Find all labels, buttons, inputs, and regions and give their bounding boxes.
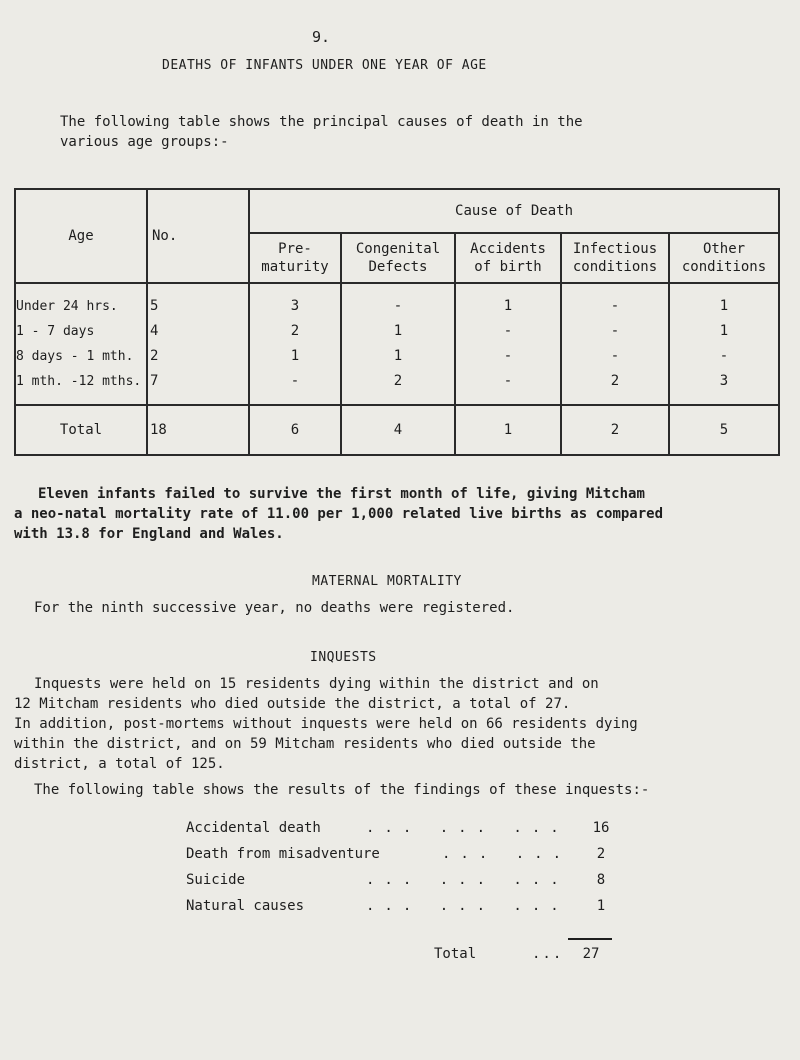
infant-deaths-table — [14, 188, 780, 456]
value-cell: 1 — [719, 323, 729, 339]
paragraph-line: a neo-natal mortality rate of 11.00 per 1,000 related live births as compared — [14, 506, 664, 522]
value-cell: - — [393, 298, 403, 314]
value-cell: - — [610, 323, 620, 339]
no-cell: 2 — [150, 348, 159, 364]
total-no: 18 — [147, 405, 249, 455]
age-cell: 1 - 7 days — [16, 324, 95, 339]
value-cell: 1 — [393, 348, 403, 364]
other-column — [669, 283, 779, 405]
total-rule-line — [568, 938, 612, 940]
header-prematurity: Pre- maturity — [249, 233, 341, 283]
paragraph-line: In addition, post-mortems without inquests were held on 66 residents dying — [14, 716, 638, 732]
value-cell: 2 — [393, 373, 403, 389]
maternal-mortality-heading: MATERNAL MORTALITY — [312, 574, 462, 589]
total-row — [15, 405, 779, 455]
value-cell: 1 — [503, 298, 513, 314]
value-cell: 1 — [393, 323, 403, 339]
no-cell: 4 — [150, 323, 159, 339]
leader-dots: ... — [532, 946, 564, 962]
age-cell: 1 mth. -12 mths. — [16, 374, 142, 389]
findings-total-value: 27 — [582, 946, 600, 962]
total-cell: 5 — [669, 405, 779, 455]
intro-paragraph — [60, 112, 583, 152]
leader-dots: ... ... ... — [366, 872, 569, 888]
paragraph-line: Eleven infants failed to survive the first month of life, giving Mitcham — [38, 486, 645, 502]
total-cell: 1 — [455, 405, 561, 455]
congenital-column — [341, 283, 455, 405]
paragraph-line: Inquests were held on 15 residents dying within the district and on — [34, 676, 599, 692]
age-cell: 8 days - 1 mth. — [16, 349, 134, 364]
value-cell: 3 — [719, 373, 729, 389]
no-cell: 5 — [150, 298, 159, 314]
inquests-heading: INQUESTS — [310, 650, 377, 665]
header-no: No. — [147, 189, 249, 283]
header-other-conditions: Other conditions — [669, 233, 779, 283]
no-column — [147, 283, 249, 405]
leader-dots: ... ... ... — [366, 820, 569, 836]
value-cell: - — [503, 323, 513, 339]
value-cell: - — [503, 373, 513, 389]
value-cell: - — [290, 373, 300, 389]
page-title: DEATHS OF INFANTS UNDER ONE YEAR OF AGE — [162, 58, 487, 73]
value-cell: 1 — [290, 348, 300, 364]
intro-line: The following table shows the principal causes of death in the — [60, 114, 583, 130]
finding-value: 16 — [592, 820, 610, 836]
prematurity-column — [249, 283, 341, 405]
total-cell: 6 — [249, 405, 341, 455]
no-cell: 7 — [150, 373, 159, 389]
value-cell: - — [610, 348, 620, 364]
header-age: Age — [15, 189, 147, 283]
infectious-column — [561, 283, 669, 405]
neonatal-paragraph — [14, 484, 663, 544]
leader-dots: ... ... — [442, 846, 572, 862]
value-cell: 2 — [290, 323, 300, 339]
leader-dots: ... ... ... — [366, 898, 569, 914]
finding-label: Suicide — [186, 872, 246, 888]
finding-value: 1 — [596, 898, 606, 914]
finding-label: Accidental death — [186, 820, 321, 836]
header-infectious-conditions: Infectious conditions — [561, 233, 669, 283]
maternal-mortality-text: For the ninth successive year, no deaths were registered. — [34, 600, 515, 616]
total-label: Total — [15, 405, 147, 455]
finding-label: Death from misadventure — [186, 846, 380, 862]
finding-value: 8 — [596, 872, 606, 888]
value-cell: - — [503, 348, 513, 364]
value-cell: 1 — [719, 298, 729, 314]
finding-label: Natural causes — [186, 898, 305, 914]
intro-line: various age groups:- — [60, 134, 229, 150]
paragraph-line: 12 Mitcham residents who died outside the district, a total of 27. — [14, 696, 571, 712]
inquests-paragraph — [14, 674, 638, 774]
header-congenital-defects: Congenital Defects — [341, 233, 455, 283]
total-cell: 4 — [341, 405, 455, 455]
age-column — [15, 283, 147, 405]
age-cell: Under 24 hrs. — [16, 299, 118, 314]
finding-value: 2 — [596, 846, 606, 862]
value-cell: 3 — [290, 298, 300, 314]
accidents-column — [455, 283, 561, 405]
value-cell: - — [610, 298, 620, 314]
header-accidents-of-birth: Accidents of birth — [455, 233, 561, 283]
value-cell: 2 — [610, 373, 620, 389]
value-cell: - — [719, 348, 729, 364]
table-data-block — [15, 283, 779, 405]
findings-intro: The following table shows the results of the findings of these inquests:- — [34, 782, 650, 798]
paragraph-line: within the district, and on 59 Mitcham residents who died outside the — [14, 736, 596, 752]
header-cause-of-death: Cause of Death — [249, 189, 779, 233]
findings-total-label: Total — [434, 946, 477, 962]
total-cell: 2 — [561, 405, 669, 455]
paragraph-line: with 13.8 for England and Wales. — [14, 526, 284, 542]
page-number: 9. — [312, 28, 331, 46]
paragraph-line: district, a total of 125. — [14, 756, 225, 772]
